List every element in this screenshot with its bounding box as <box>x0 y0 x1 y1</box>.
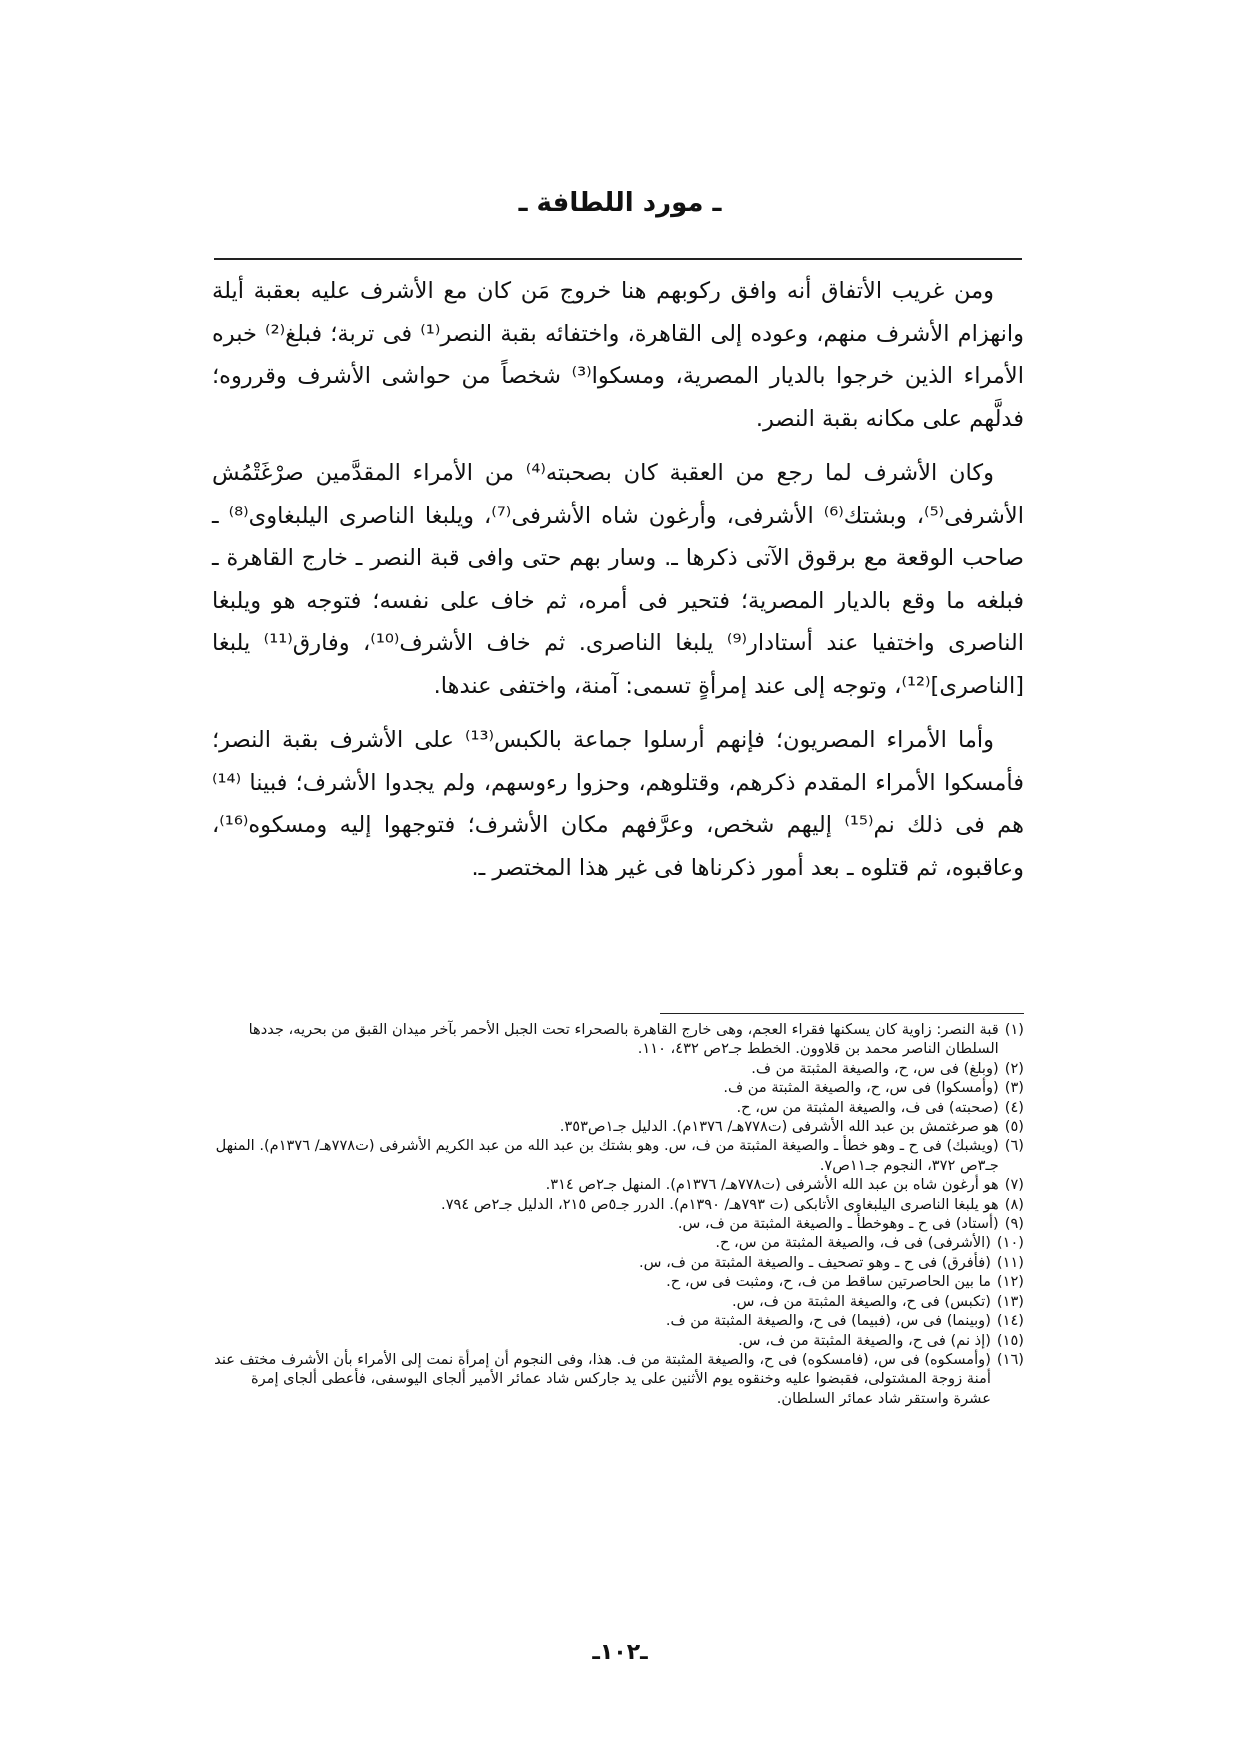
footnote-text: (الأشرفى) فى ف، والصيغة المثبتة من س، ح. <box>715 1234 991 1252</box>
footnote-1 <box>212 1020 1024 1059</box>
footnote-number: (١٦) <box>996 1350 1024 1368</box>
footnote-7 <box>212 1175 1024 1194</box>
footnote-number: (١) <box>1004 1021 1024 1038</box>
footnote-number: (٦) <box>1004 1137 1024 1155</box>
paragraph-1: ومن غريب الأتفاق أنه وافق ركوبهم هنا خروج مَن كان مع الأشرف عليه بعقبة أيلة وانهزام الأشرف منهم، وعوده إلى القاهرة، واختفائه بقبة النصر⁽¹⁾ فى تربة؛ فبلغ⁽²⁾ خبره الأمراء الذين خرجوا بالديار المصرية، ومسكوا⁽³⁾ شخصاً من حواشى الأشرف وقرروه؛ فدلَّهم على مكانه بقبة النصر. <box>212 278 1024 432</box>
footnote-11 <box>212 1253 1024 1272</box>
footnote-2 <box>212 1059 1024 1078</box>
footnote-10 <box>212 1233 1024 1252</box>
header-rule <box>214 258 1022 260</box>
footnote-text: (إذ نم) فى ح، والصيغة المثبتة من ف، س. <box>738 1331 991 1349</box>
footnote-number: (١٤) <box>996 1312 1024 1330</box>
footnote-text: (تكبس) فى ح، والصيغة المثبتة من ف، س. <box>731 1292 991 1310</box>
footnote-separator <box>660 1013 1024 1014</box>
footnote-number: (٩) <box>1004 1215 1024 1233</box>
footnote-number: (١٥) <box>996 1331 1024 1349</box>
footnote-number: (٣) <box>1004 1079 1024 1097</box>
footnote-number: (٨) <box>1004 1195 1024 1213</box>
footnote-text: هو صرغتمش بن عبد الله الأشرفى (ت٧٧٨هـ/ ١٣٧٦م). الدليل جـ١ص٣٥٣. <box>559 1118 999 1136</box>
footnote-text: (وبلغ) فى س، ح، والصيغة المثبتة من ف. <box>751 1059 999 1077</box>
footnote-14 <box>212 1311 1024 1330</box>
footnote-12 <box>212 1272 1024 1291</box>
footnote-16 <box>212 1350 1024 1408</box>
footnote-number: (١٠) <box>996 1234 1024 1252</box>
main-text <box>212 270 1024 901</box>
footnote-number: (١١) <box>996 1253 1024 1271</box>
footnote-number: (١٣) <box>996 1292 1024 1310</box>
footnote-text: (فأفرق) فى ح ـ وهو تصحيف ـ والصيغة المثبتة من ف، س. <box>639 1253 991 1271</box>
running-header: ـ مورد اللطافة ـ <box>518 188 722 218</box>
footnote-4 <box>212 1098 1024 1117</box>
footnote-text: هو يلبغا الناصرى اليلبغاوى الأتابكى (ت ٧٩٣هـ/ ١٣٩٠م). الدرر جـ٥ص ٢١٥، الدليل جـ٢ص ٧٩٤. <box>441 1195 999 1213</box>
footnote-13 <box>212 1292 1024 1311</box>
footnote-text: (صحبته) فى ف، والصيغة المثبتة من س، ح. <box>736 1098 999 1116</box>
footnote-3 <box>212 1078 1024 1097</box>
footnotes <box>212 1020 1024 1408</box>
footnote-8 <box>212 1195 1024 1214</box>
footnote-text: قبة النصر: زاوية كان يسكنها فقراء العجم، وهى خارج القاهرة بالصحراء تحت الجبل الأحمر بآخر ميدان القبق من بحريه، جددها السلطان الناصر محمد بن قلاوون. الخطط جـ٢ص ٤٣٢، ١١٠. <box>248 1021 999 1058</box>
footnote-number: (٥) <box>1004 1118 1024 1136</box>
footnote-text: هو أرغون شاه بن عبد الله الأشرفى (ت٧٧٨هـ/ ١٣٧٦م). المنهل جـ٢ص ٣١٤. <box>545 1176 999 1194</box>
page-number: ـ١٠٢ـ <box>592 1640 648 1665</box>
footnote-number: (٧) <box>1004 1176 1024 1194</box>
footnote-text: (وأمسكوا) فى س، ح، والصيغة المثبتة من ف. <box>723 1079 999 1097</box>
footnote-number: (٤) <box>1004 1098 1024 1116</box>
footnote-number: (٢) <box>1004 1059 1024 1077</box>
footnote-text: (ويشبك) فى ح ـ وهو خطأ ـ والصيغة المثبتة من ف، س. وهو بشتك بن عبد الله من عبد الكريم الأشرفى (ت٧٧٨هـ/ ١٣٧٦م). المنهل جـ٣ص ٣٧٢، النجوم جـ١١ص٧. <box>215 1137 999 1174</box>
footnote-text: (أستاد) فى ح ـ وهوخطأ ـ والصيغة المثبتة من ف، س. <box>677 1215 999 1233</box>
footnote-text: (وبينما) فى س، (فبيما) فى ح، والصيغة المثبتة من ف. <box>665 1312 991 1330</box>
paragraph-2: وكان الأشرف لما رجع من العقبة كان بصحبته⁽⁴⁾ من الأمراء المقدَّمين صرْغَتْمُش الأشرفى⁽⁵⁾، وبشتك⁽⁶⁾ الأشرفى، وأرغون شاه الأشرفى⁽⁷⁾، ويلبغا الناصرى اليلبغاوى⁽⁸⁾ ـ صاحب الوقعة مع برقوق الآتى ذكرها ـ. وسار بهم حتى وافى قبة النصر ـ خارج القاهرة ـ فبلغه ما وقع بالديار المصرية؛ فتحير فى أمره، ثم خاف على نفسه؛ فتوجه هو ويلبغا الناصرى واختفيا عند أستادار⁽⁹⁾ يلبغا الناصرى. ثم خاف الأشرف⁽¹⁰⁾، وفارق⁽¹¹⁾ يلبغا [الناصرى]⁽¹²⁾، وتوجه إلى عند إمرأةٍ تسمى: آمنة، واختفى عندها. <box>212 460 1025 699</box>
footnote-15 <box>212 1331 1024 1350</box>
footnote-text: (وأمسكوه) فى س، (فامسكوه) فى ح، والصيغة المثبتة من ف. هذا، وفى النجوم أن إمرأة نمت إلى الأمراء بأن الأشرف مختف عند أمنة زوجة المشتولى، فقبضوا عليه وخنقوه يوم الأثنين على يد جاركس شاد عمائر الأمير ألجاى اليوسفى، فأعطى ألجاى إمرة عشرة واستقر شاد عمائر السلطان. <box>214 1350 991 1407</box>
footnote-5 <box>212 1117 1024 1136</box>
paragraph-3: وأما الأمراء المصريون؛ فإنهم أرسلوا جماعة بالكبس⁽¹³⁾ على الأشرف بقبة النصر؛ فأمسكوا الأمراء المقدم ذكرهم، وقتلوهم، وحزوا رءوسهم، ولم يجدوا الأشرف؛ فبينا ⁽¹⁴⁾ هم فى ذلك نم⁽¹⁵⁾ إليهم شخص، وعرَّفهم مكان الأشرف؛ فتوجهوا إليه ومسكوه⁽¹⁶⁾، وعاقبوه، ثم قتلوه ـ بعد أمور ذكرناها فى غير هذا المختصر ـ. <box>212 727 1025 881</box>
footnote-text: ما بين الحاصرتين ساقط من ف، ح، ومثبت فى س، ح. <box>666 1273 991 1291</box>
footnote-9 <box>212 1214 1024 1233</box>
footnote-number: (١٢) <box>996 1273 1024 1291</box>
footnote-6 <box>212 1136 1024 1175</box>
